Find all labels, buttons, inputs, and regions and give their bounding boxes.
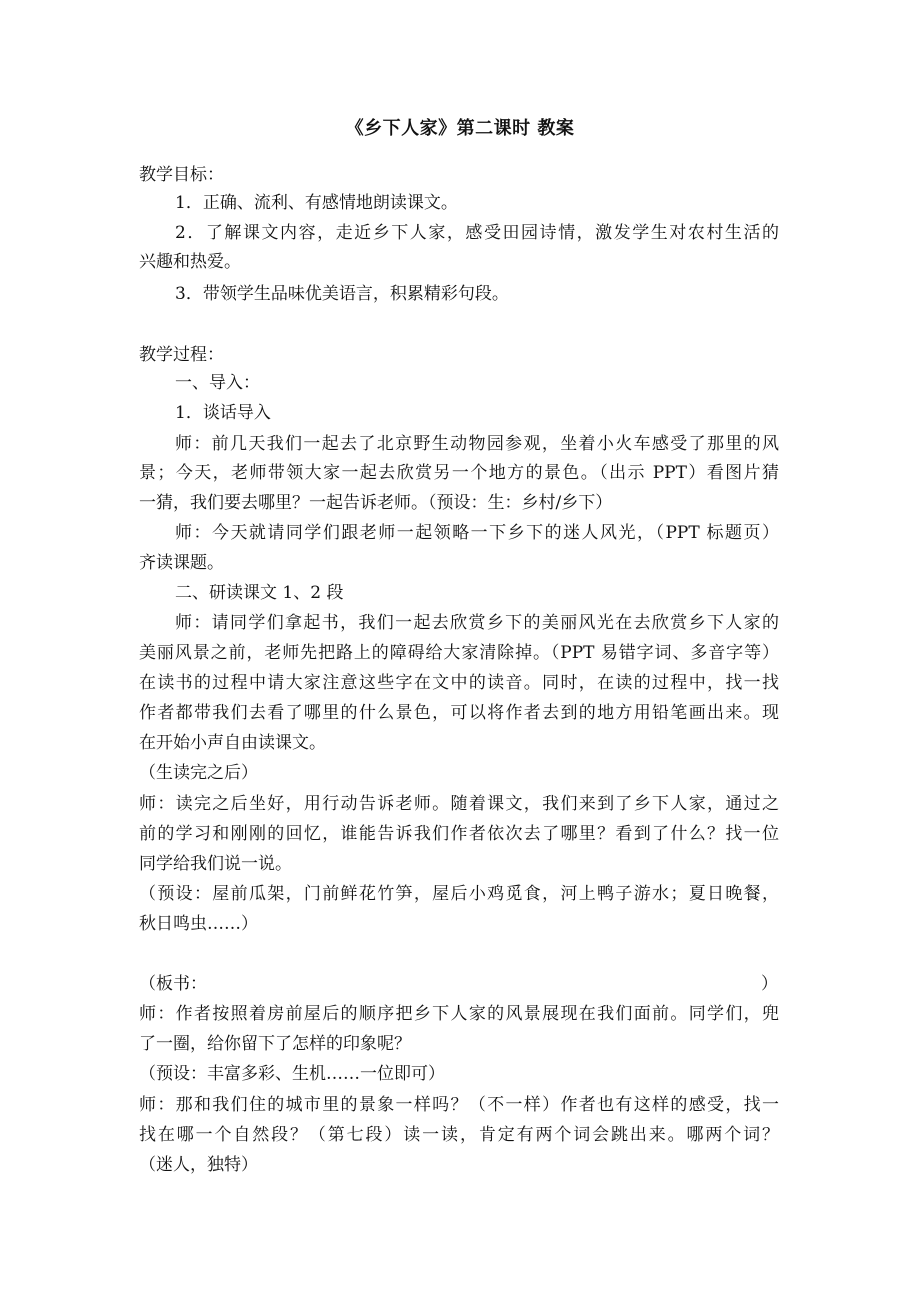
blackboard-label: （板书： bbox=[139, 974, 207, 994]
paragraph-line: 师：读完之后坐好，用行动告诉老师。随着课文，我们来到了乡下人家，通过之 bbox=[139, 794, 779, 814]
paragraph-line: （迷人，独特） bbox=[139, 1155, 258, 1175]
paragraph-line: 同学给我们说一说。 bbox=[139, 854, 292, 874]
paragraph-line: 师：请同学们拿起书，我们一起去欣赏乡下的美丽风光在去欣赏乡下人家的 bbox=[175, 613, 779, 633]
objective-2-line-1: 2．了解课文内容，走近乡下人家，感受田园诗情，激发学生对农村生活的 bbox=[175, 223, 779, 243]
paragraph-line: 景；今天，老师带领大家一起去欣赏另一个地方的景色。（出示 PPT）看图片猜 bbox=[139, 463, 779, 483]
paragraph-line: 一猜，我们要去哪里？一起告诉老师。（预设：生：乡村/乡下） bbox=[139, 493, 613, 513]
paragraph-line: 找在哪一个自然段？（第七段）读一读，肯定有两个词会跳出来。哪两个词？ bbox=[139, 1125, 779, 1145]
step-study-heading: 二、研读课文 1、2 段 bbox=[175, 583, 344, 603]
paragraph-line: 师：今天就请同学们跟老师一起领略一下乡下的迷人风光，（PPT 标题页） bbox=[175, 523, 779, 543]
objective-1: 1．正确、流利、有感情地朗读课文。 bbox=[175, 193, 458, 213]
paragraph-line: 了一圈，给你留下了怎样的印象呢？ bbox=[139, 1034, 411, 1054]
paragraph-line: 秋日鸣虫……） bbox=[139, 914, 258, 934]
blackboard-close: ） bbox=[761, 974, 778, 994]
objective-3: 3．带领学生品味优美语言，积累精彩句段。 bbox=[175, 284, 509, 304]
paragraph-line: 师：那和我们住的城市里的景象一样吗？（不一样）作者也有这样的感受，找一 bbox=[139, 1095, 779, 1115]
paragraph-line: 前的学习和刚刚的回忆，谁能告诉我们作者依次去了哪里？看到了什么？找一位 bbox=[139, 824, 779, 844]
paragraph-line: （生读完之后） bbox=[139, 763, 258, 783]
paragraph-line: （预设：丰富多彩、生机……一位即可） bbox=[139, 1064, 445, 1084]
document-title: 《乡下人家》第二课时 教案 bbox=[345, 118, 575, 139]
paragraph-line: 美丽风景之前，老师先把路上的障碍给大家清除掉。（PPT 易错字词、多音字等） bbox=[139, 643, 779, 663]
step-intro-heading: 一、导入： bbox=[175, 373, 260, 393]
step-talk-intro: 1．谈话导入 bbox=[175, 403, 271, 423]
objective-2-line-2: 兴趣和热爱。 bbox=[139, 252, 241, 272]
paragraph-line: 在读书的过程中请大家注意这些字在文中的读音。同时，在读的过程中，找一找 bbox=[139, 673, 779, 693]
paragraph-line: 师：作者按照着房前屋后的顺序把乡下人家的风景展现在我们面前。同学们，兜 bbox=[139, 1004, 779, 1024]
section-heading-process: 教学过程： bbox=[139, 345, 224, 365]
paragraph-line: 作者都带我们去看了哪里的什么景色，可以将作者去到的地方用铅笔画出来。现 bbox=[139, 703, 779, 723]
paragraph-line: 在开始小声自由读课文。 bbox=[139, 733, 326, 753]
section-heading-objectives: 教学目标： bbox=[139, 165, 224, 185]
paragraph-line: （预设：屋前瓜架，门前鲜花竹笋，屋后小鸡觅食，河上鸭子游水；夏日晚餐， bbox=[139, 884, 779, 904]
paragraph-line: 齐读课题。 bbox=[139, 553, 224, 573]
paragraph-line: 师：前几天我们一起去了北京野生动物园参观，坐着小火车感受了那里的风 bbox=[175, 434, 779, 454]
